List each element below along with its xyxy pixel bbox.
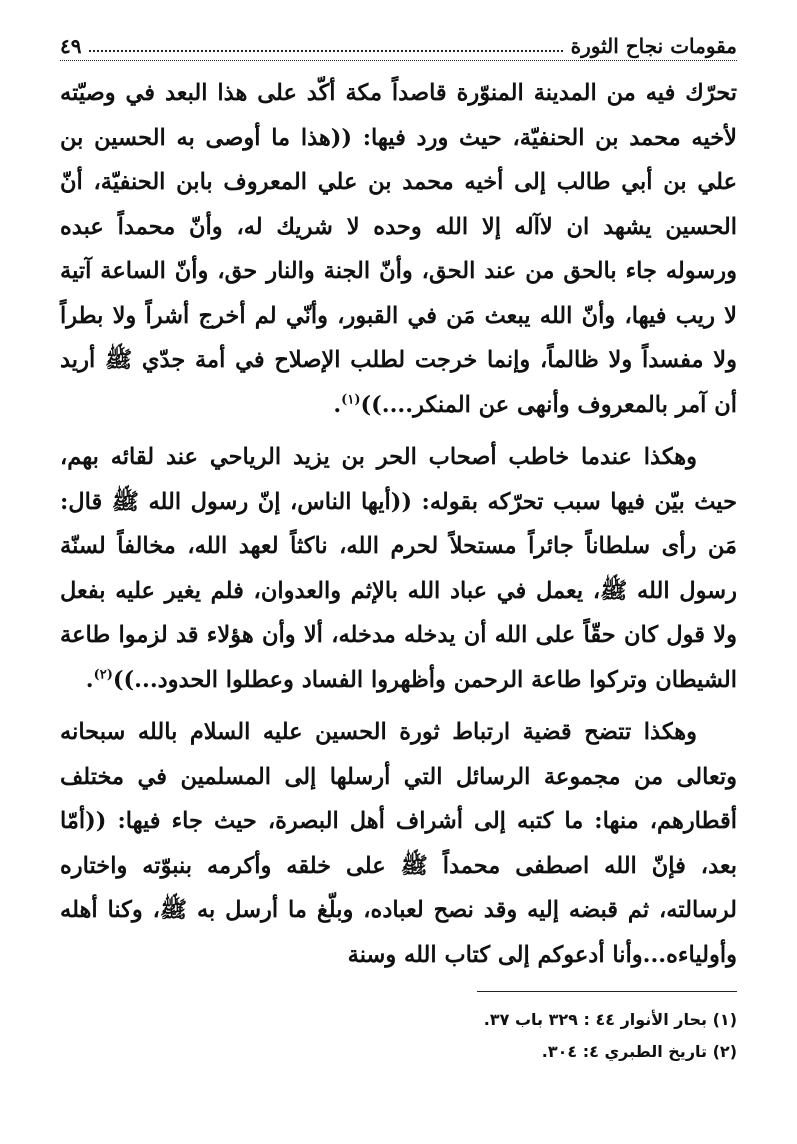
footnote-ref-1: (١) xyxy=(341,392,361,407)
footnote-separator xyxy=(477,991,737,992)
header-dot-leader xyxy=(89,50,562,52)
paragraph-3-text: وهكذا تتضح قضية ارتباط ثورة الحسين عليه السلام بالله سبحانه وتعالى من مجموعة الرسائل التي أرسلها إلى المسلمين في مختلف أقطارهم، منها: ما كتبه إلى أشراف أهل البصرة، حيث جاء فيها: ((أمّا بعد، فإنّ الله اصطفى محمداً ﷺ على خلقه وأكرمه بنبوّته واختاره لرسالته، ثم قبضه إليه وقد نصح لعباده، وبلّغ ما أرسل به ﷺ، وكنا أهله وأولياءه...وأنا أدعوكم إلى كتاب الله وسنة xyxy=(60,719,737,968)
paragraph-1-end: . xyxy=(333,391,342,418)
footnotes xyxy=(60,1004,737,1068)
paragraph-1-text: تحرّك فيه من المدينة المنوّرة قاصداً مكة أكّد على هذا البعد في وصيّته لأخيه محمد بن الحنفيّة، حيث ورد فيها: ((هذا ما أوصى به الحسين بن علي بن أبي طالب إلى أخيه محمد بن علي المعروف بابن الحنفيّة، أنّ الحسين يشهد ان لاآله إلا الله وحده لا شريك له، وأنّ محمداً عبده ورسوله جاء بالحق من عند الحق، وأنّ الجنة والنار حق، وأنّ الساعة آتية لا ريب فيها، وأنّ الله يبعث مَن في القبور، وأنّي لم أخرج أشراً ولا بطراً ولا مفسداً ولا ظالماً، وإنما خرجت لطلب الإصلاح في أمة جدّي ﷺ أريد أن آمر بالمعروف وأنهى عن المنكر....)) xyxy=(60,80,737,418)
body-text xyxy=(60,71,737,977)
paragraph-2-text: وهكذا عندما خاطب أصحاب الحر بن يزيد الرياحي عند لقائه بهم، حيث بيّن فيها سبب تحرّكه بقوله: ((أيها الناس، إنّ رسول الله ﷺ قال: مَن رأى سلطاناً جائراً مستحلاً لحرم الله، ناكثاً لعهد الله، مخالفاً لسنّة رسول الله ﷺ، يعمل في عباد الله بالإثم والعدوان، فلم يغير عليه بفعل ولا قول كان حقّاً على الله أن يدخله مدخله، ألا وأن هؤلاء قد لزموا طاعة الشيطان وتركوا طاعة الرحمن وأظهروا الفساد وعطلوا الحدود...)) xyxy=(60,444,737,693)
footnote-1: (١) بحار الأنوار ٤٤ : ٣٢٩ باب ٣٧. xyxy=(483,1010,737,1029)
footnote-ref-2: (٢) xyxy=(93,667,113,682)
paragraph-2 xyxy=(60,435,737,702)
running-header xyxy=(60,28,737,61)
book-page xyxy=(60,28,737,1068)
footnote-2: (٢) تاريخ الطبري ٤: ٣٠٤. xyxy=(541,1042,737,1061)
paragraph-3 xyxy=(60,710,737,977)
paragraph-2-end: . xyxy=(85,666,94,693)
header-title: مقومات نجاح الثورة xyxy=(570,34,737,58)
page-number: ٤٩ xyxy=(60,34,82,58)
paragraph-1 xyxy=(60,71,737,427)
